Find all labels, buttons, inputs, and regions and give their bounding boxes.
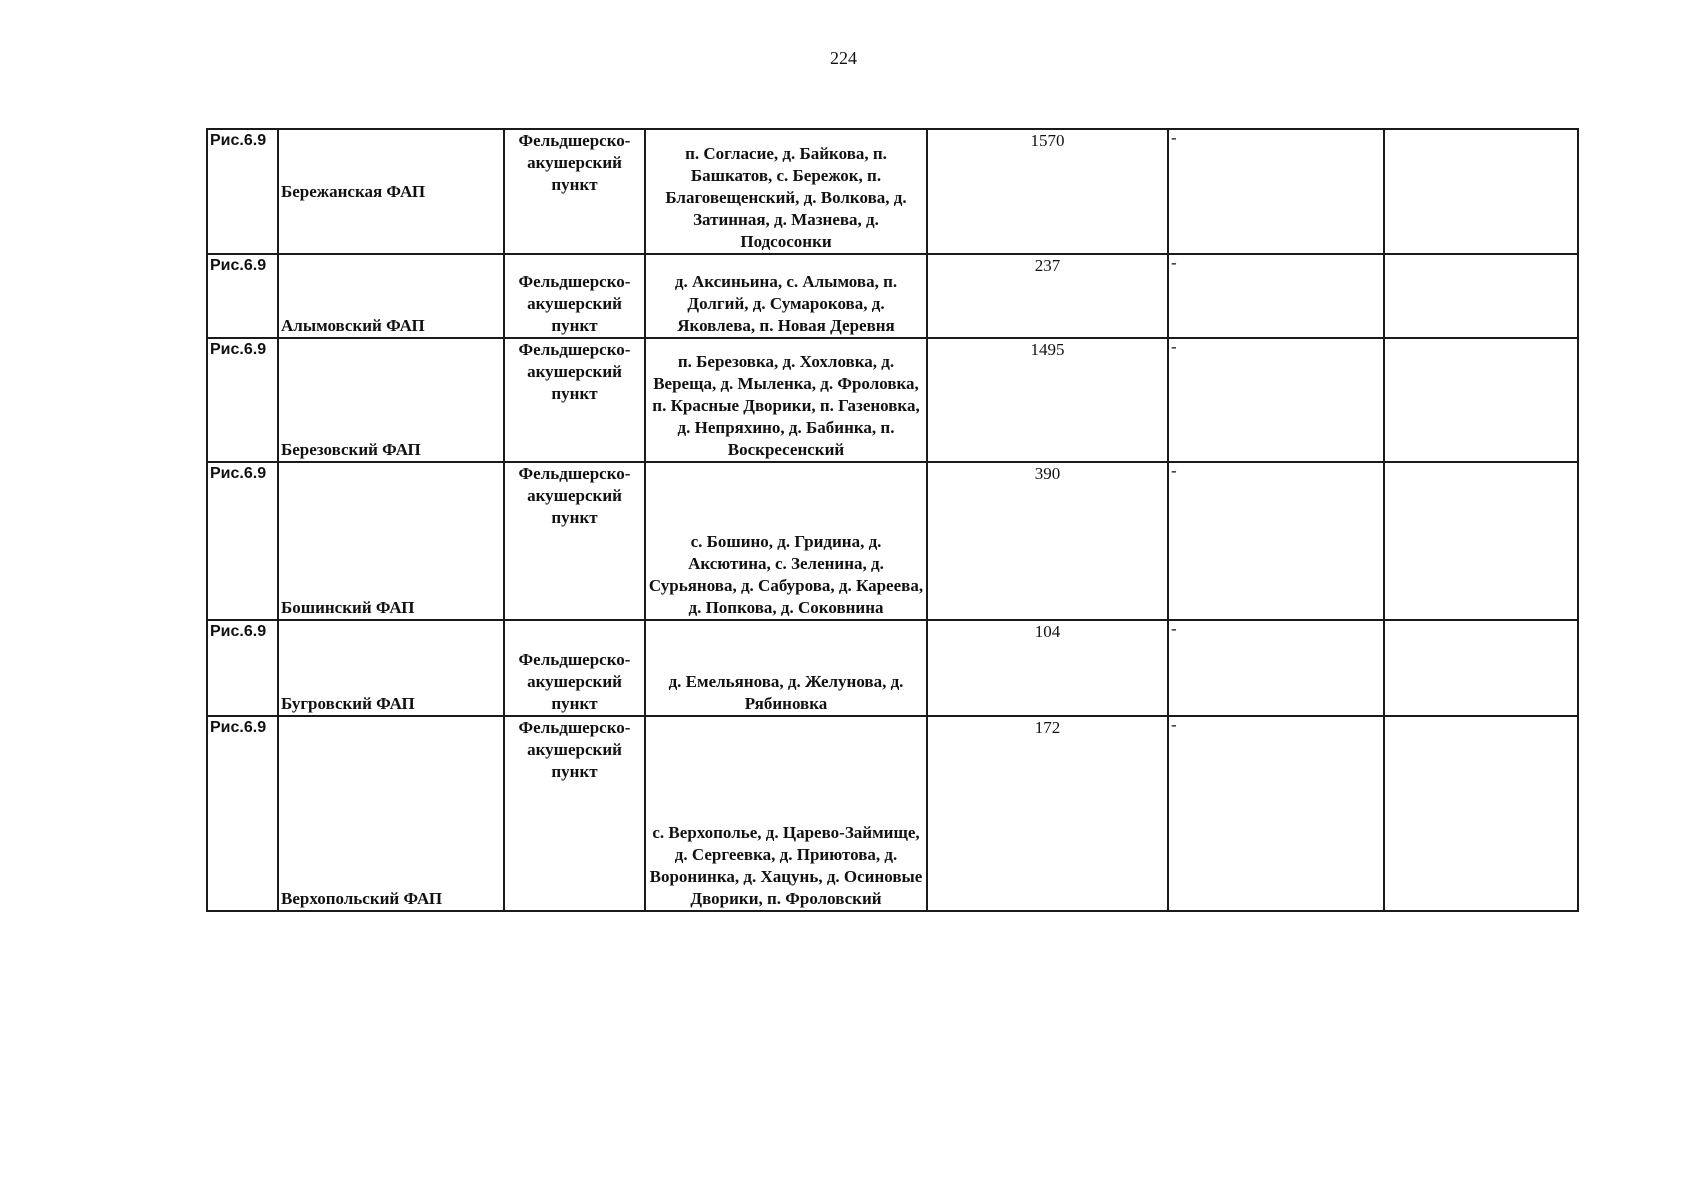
figure-ref: Рис.6.9 — [207, 620, 278, 716]
served-settlements: п. Согласие, д. Байкова, п. Башкатов, с. Бережок, п. Благовещенский, д. Волкова, д. Затинная, д. Мазнева, д. Подсосонки — [645, 129, 927, 254]
facilities-table — [206, 128, 1579, 912]
figure-ref: Рис.6.9 — [207, 716, 278, 911]
population: 1495 — [927, 338, 1168, 462]
figure-ref: Рис.6.9 — [207, 129, 278, 254]
value-cell — [1168, 254, 1384, 338]
table-row — [207, 462, 1578, 620]
facility-name: Алымовский ФАП — [278, 254, 504, 338]
table-row — [207, 254, 1578, 338]
value-cell — [1168, 338, 1384, 462]
served-settlements: д. Аксиньина, с. Алымова, п. Долгий, д. Сумарокова, д. Яковлева, п. Новая Деревня — [645, 254, 927, 338]
facility-name: Бережанская ФАП — [278, 129, 504, 254]
population: 104 — [927, 620, 1168, 716]
facility-name: Бугровский ФАП — [278, 620, 504, 716]
value-cell — [1168, 716, 1384, 911]
empty-cell — [1384, 129, 1578, 254]
facility-name: Верхопольский ФАП — [278, 716, 504, 911]
served-settlements: п. Березовка, д. Хохловка, д. Вереща, д. Мыленка, д. Фроловка, п. Красные Дворики, п. Газеновка, д. Непряхино, д. Бабинка, п. Воскресенский — [645, 338, 927, 462]
dash-mark: - — [1171, 462, 1177, 480]
dash-mark: - — [1171, 620, 1177, 638]
served-settlements: с. Верхополье, д. Царево-Займище, д. Сергеевка, д. Приютова, д. Воронинка, д. Хацунь, д. Осиновые Дворики, п. Фроловский — [645, 716, 927, 911]
facility-name: Березовский ФАП — [278, 338, 504, 462]
facility-type: Фельдшерско-акушерский пункт — [504, 462, 645, 620]
value-cell — [1168, 129, 1384, 254]
empty-cell — [1384, 338, 1578, 462]
dash-mark: - — [1171, 129, 1177, 147]
figure-ref: Рис.6.9 — [207, 254, 278, 338]
dash-mark: - — [1171, 716, 1177, 734]
table-row — [207, 129, 1578, 254]
figure-ref: Рис.6.9 — [207, 338, 278, 462]
population: 237 — [927, 254, 1168, 338]
facility-type: Фельдшерско-акушерский пункт — [504, 254, 645, 338]
page-number: 224 — [830, 48, 857, 68]
value-cell — [1168, 462, 1384, 620]
table-row — [207, 620, 1578, 716]
table-row — [207, 338, 1578, 462]
empty-cell — [1384, 620, 1578, 716]
population: 390 — [927, 462, 1168, 620]
facility-type: Фельдшерско-акушерский пункт — [504, 620, 645, 716]
table-row — [207, 716, 1578, 911]
facility-type: Фельдшерско-акушерский пункт — [504, 129, 645, 254]
served-settlements: с. Бошино, д. Гридина, д. Аксютина, с. Зеленина, д. Сурьянова, д. Сабурова, д. Кареева, д. Попкова, д. Соковнина — [645, 462, 927, 620]
figure-ref: Рис.6.9 — [207, 462, 278, 620]
population: 172 — [927, 716, 1168, 911]
empty-cell — [1384, 462, 1578, 620]
served-settlements: д. Емельянова, д. Желунова, д. Рябиновка — [645, 620, 927, 716]
dash-mark: - — [1171, 254, 1177, 272]
facility-name: Бошинский ФАП — [278, 462, 504, 620]
empty-cell — [1384, 254, 1578, 338]
population: 1570 — [927, 129, 1168, 254]
facility-type: Фельдшерско-акушерский пункт — [504, 338, 645, 462]
empty-cell — [1384, 716, 1578, 911]
value-cell — [1168, 620, 1384, 716]
dash-mark: - — [1171, 338, 1177, 356]
facility-type: Фельдшерско-акушерский пункт — [504, 716, 645, 911]
